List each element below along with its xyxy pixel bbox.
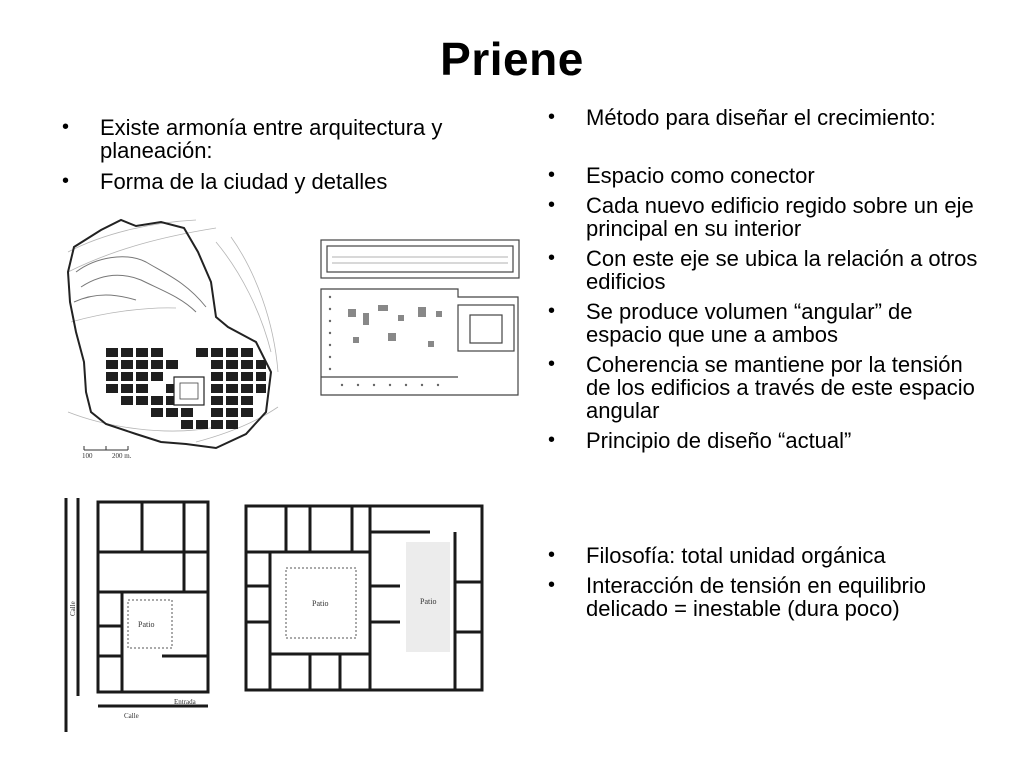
house-plan-2-figure — [240, 502, 490, 692]
slide-title: Priene — [440, 33, 584, 85]
bullet-item: • Forma de la ciudad y detalles — [62, 170, 502, 193]
city-map-figure — [66, 212, 280, 458]
patio-label: Patio — [138, 620, 155, 629]
bullet-item: • Cada nuevo edificio regido sobre un eje principal en su interior — [548, 194, 988, 240]
left-bullet-list — [62, 116, 502, 201]
entrance-label: Entrada — [174, 698, 196, 706]
bullet-item: • Con este eje se ubica la relación a otros edificios — [548, 247, 988, 293]
street-label: Calle — [69, 601, 77, 616]
bullet-item: • Filosofía: total unidad orgánica — [548, 544, 988, 567]
scale-label-a: 100 — [82, 452, 93, 458]
bullet-item: • Se produce volumen “angular” de espacio que une a ambos — [548, 300, 988, 346]
bullet-item: • Coherencia se mantiene por la tensión de los edificios a través de este espacio angular — [548, 353, 988, 422]
bullet-item: • Método para diseñar el crecimiento: — [548, 106, 988, 129]
house-plan-1-figure — [62, 496, 222, 736]
right-bullet-list — [548, 106, 988, 627]
bullet-item: • Principio de diseño “actual” — [548, 429, 988, 452]
patio-label: Patio — [312, 599, 329, 608]
agora-plan-figure — [318, 237, 522, 397]
scale-label-b: 200 m. — [112, 452, 132, 458]
patio-label: Patio — [420, 597, 437, 606]
bullet-item: • Espacio como conector — [548, 164, 988, 187]
bullet-item: • Interacción de tensión en equilibrio delicado = inestable (dura poco) — [548, 574, 988, 620]
bullet-item: • Existe armonía entre arquitectura y planeación: — [62, 116, 502, 162]
street-label: Calle — [124, 712, 139, 720]
